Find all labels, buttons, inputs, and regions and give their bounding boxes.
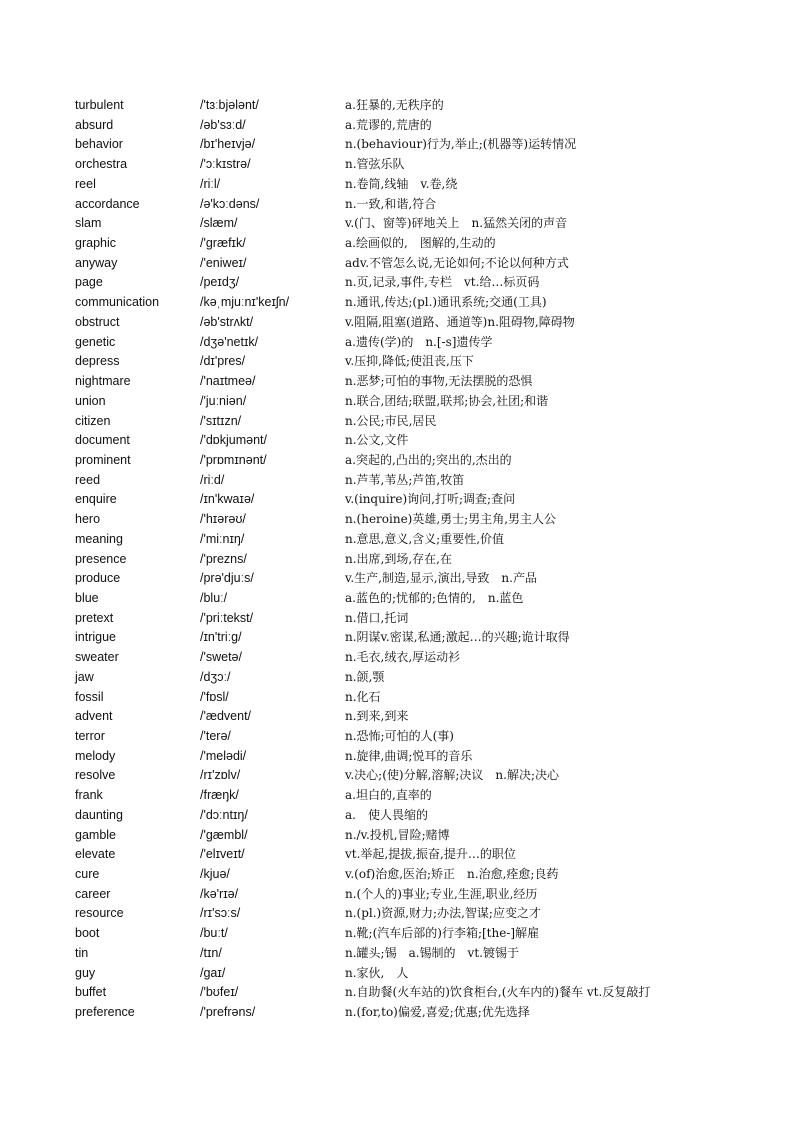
- vocab-phonetic: /bluː/: [200, 590, 228, 605]
- vocab-word: accordance: [75, 196, 140, 211]
- vocab-entry: [75, 116, 775, 136]
- vocab-entry: [75, 273, 775, 293]
- vocab-phonetic: /kə'rɪə/: [200, 886, 239, 901]
- vocab-entry: [75, 707, 775, 727]
- vocab-word: reel: [75, 176, 96, 191]
- vocab-word: boot: [75, 926, 100, 941]
- vocab-word: orchestra: [75, 157, 128, 172]
- vocab-definition: n.管弦乐队: [345, 157, 405, 172]
- vocab-phonetic: /peɪdʒ/: [200, 275, 240, 290]
- vocab-phonetic: /dʒɔː/: [200, 669, 231, 684]
- vocab-phonetic: /'priːtekst/: [200, 610, 254, 625]
- vocab-phonetic: /'terə/: [200, 729, 231, 743]
- vocab-definition: n.意思,意义,含义;重要性,价值: [345, 531, 505, 546]
- vocab-definition: v.(inquire)询问,打听;调查;查问: [345, 492, 516, 507]
- vocab-entry: [75, 727, 775, 747]
- vocab-phonetic: /dɪ'pres/: [200, 354, 246, 369]
- vocab-definition: n.恐怖;可怕的人(事): [345, 729, 454, 743]
- vocab-entry: [75, 333, 775, 353]
- vocab-word: depress: [75, 354, 120, 369]
- vocab-entry: [75, 96, 775, 116]
- vocab-entry: [75, 628, 775, 648]
- vocab-entry: [75, 747, 775, 767]
- vocab-word: buffet: [75, 985, 107, 1000]
- vocab-word: presence: [75, 551, 127, 566]
- vocab-definition: n.阴谋v.密谋,私通;激起…的兴趣;诡计取得: [345, 630, 570, 645]
- vocab-phonetic: /bɪ'heɪvjə/: [200, 137, 256, 152]
- vocab-phonetic: /'elɪveɪt/: [200, 847, 245, 862]
- vocab-word: graphic: [75, 236, 116, 251]
- vocab-phonetic: /'dɒkjumənt/: [200, 433, 268, 448]
- vocab-word: frank: [75, 788, 103, 803]
- vocab-entry: [75, 510, 775, 530]
- vocab-definition: n.化石: [345, 689, 381, 704]
- vocab-word: terror: [75, 729, 105, 743]
- vocab-definition: n.(behaviour)行为,举止;(机器等)运转情况: [345, 137, 577, 152]
- vocab-definition: a. 使人畏缩的: [345, 807, 428, 822]
- vocab-phonetic: /kəˌmjuːnɪ'keɪʃn/: [200, 295, 290, 310]
- vocab-entry: [75, 155, 775, 175]
- vocab-word: preference: [75, 1005, 135, 1020]
- vocab-phonetic: /gaɪ/: [200, 965, 226, 980]
- vocab-entry: [75, 431, 775, 451]
- vocab-definition: a.遗传(学)的 n.[-s]遗传学: [345, 334, 493, 349]
- vocab-definition: v.生产,制造,显示,演出,导致 n.产品: [345, 571, 537, 586]
- vocab-definition: n.芦苇,苇丛;芦笛,牧笛: [345, 472, 465, 487]
- vocab-definition: n.自助餐(火车站的)饮食柜台,(火车内的)餐车 vt.反复敲打: [345, 985, 651, 1000]
- vocab-definition: n./v.投机,冒险;赌博: [345, 827, 450, 842]
- vocab-entry: [75, 964, 775, 984]
- vocab-word: elevate: [75, 847, 116, 862]
- vocab-word: genetic: [75, 334, 116, 349]
- vocab-entry: [75, 668, 775, 688]
- vocab-word: page: [75, 275, 103, 290]
- vocabulary-list: [75, 96, 775, 1023]
- vocab-definition: n.公民;市民,居民: [345, 413, 437, 428]
- vocab-word: advent: [75, 709, 113, 724]
- vocab-entry: [75, 648, 775, 668]
- vocab-entry: [75, 826, 775, 846]
- vocab-phonetic: /tɪn/: [200, 945, 222, 960]
- vocab-entry: [75, 135, 775, 155]
- vocab-entry: [75, 293, 775, 313]
- vocab-entry: [75, 451, 775, 471]
- vocab-definition: a.突起的,凸出的;突出的,杰出的: [345, 452, 512, 467]
- vocab-definition: n.卷筒,线轴 v.卷,绕: [345, 176, 458, 191]
- vocab-word: gamble: [75, 827, 116, 842]
- vocab-entry: [75, 885, 775, 905]
- vocab-entry: [75, 490, 775, 510]
- vocab-phonetic: /'prɒmɪnənt/: [200, 452, 267, 467]
- vocab-word: citizen: [75, 413, 111, 428]
- vocab-phonetic: /'tɜːbjələnt/: [200, 98, 259, 112]
- vocab-word: nightmare: [75, 374, 131, 389]
- vocab-entry: [75, 412, 775, 432]
- vocab-definition: n.公文,文件: [345, 433, 409, 448]
- vocab-phonetic: /kjuə/: [200, 867, 230, 882]
- vocab-entry: [75, 688, 775, 708]
- vocab-phonetic: /'naɪtmeə/: [200, 374, 256, 389]
- vocab-phonetic: /əb'strʌkt/: [200, 314, 254, 329]
- vocab-definition: n.页,记录,事件,专栏 vt.给…标页码: [345, 275, 540, 290]
- vocab-word: resolve: [75, 768, 116, 783]
- vocab-entry: [75, 471, 775, 491]
- vocab-entry: [75, 214, 775, 234]
- vocab-word: behavior: [75, 137, 123, 152]
- vocab-definition: a.蓝色的;忧郁的;色情的, n.蓝色: [345, 590, 524, 605]
- vocab-definition: a.绘画似的, 图解的,生动的: [345, 236, 496, 251]
- vocab-entry: [75, 786, 775, 806]
- vocab-word: pretext: [75, 610, 114, 625]
- vocab-word: communication: [75, 295, 160, 310]
- vocab-word: intrigue: [75, 630, 116, 645]
- vocab-phonetic: /'gæmbl/: [200, 827, 248, 842]
- vocab-definition: n.罐头;锡 a.锡制的 vt.镀锡于: [345, 945, 519, 960]
- vocab-definition: n.(heroine)英雄,勇士;男主角,男主人公: [345, 512, 557, 527]
- vocab-phonetic: /'græfɪk/: [200, 236, 246, 251]
- vocab-word: union: [75, 393, 106, 408]
- vocab-definition: v.(of)治愈,医治;矫正 n.治愈,痊愈;良药: [345, 867, 559, 882]
- vocab-phonetic: /'juːniən/: [200, 393, 247, 408]
- vocab-word: jaw: [75, 669, 94, 684]
- vocab-entry: [75, 352, 775, 372]
- vocab-phonetic: /buːt/: [200, 926, 228, 941]
- vocab-phonetic: /slæm/: [200, 216, 238, 231]
- vocab-word: guy: [75, 965, 96, 980]
- vocab-entry: [75, 609, 775, 629]
- vocab-phonetic: /'hɪərəʊ/: [200, 512, 246, 527]
- vocab-phonetic: /'prezns/: [200, 551, 247, 566]
- vocab-definition: n.恶梦;可怕的事物,无法摆脱的恐惧: [345, 374, 533, 389]
- vocab-word: fossil: [75, 689, 104, 704]
- vocab-definition: v.压抑,降低;使沮丧,压下: [345, 354, 474, 369]
- vocab-definition: n.通讯,传达;(pl.)通讯系统;交通(工具): [345, 295, 547, 310]
- vocab-word: hero: [75, 512, 101, 527]
- vocab-entry: [75, 392, 775, 412]
- vocab-entry: [75, 1003, 775, 1023]
- vocab-phonetic: /riːd/: [200, 472, 225, 487]
- vocab-definition: a.狂暴的,无秩序的: [345, 98, 444, 112]
- vocab-word: tin: [75, 945, 89, 960]
- vocab-phonetic: /riːl/: [200, 176, 221, 191]
- vocab-entry: [75, 845, 775, 865]
- vocab-definition: vt.举起,提拔,振奋,提升…的职位: [345, 847, 516, 862]
- vocab-phonetic: /'miːnɪŋ/: [200, 531, 245, 546]
- vocab-word: career: [75, 886, 111, 901]
- vocab-definition: n.联合,团结;联盟,联邦;协会,社团;和谐: [345, 393, 549, 408]
- vocab-phonetic: /'melədi/: [200, 748, 247, 763]
- vocab-entry: [75, 550, 775, 570]
- vocab-phonetic: /'fɒsl/: [200, 689, 229, 704]
- vocab-phonetic: /prə'djuːs/: [200, 571, 254, 586]
- vocab-phonetic: /'prefrəns/: [200, 1005, 256, 1020]
- vocab-phonetic: /'eniweɪ/: [200, 255, 247, 270]
- vocab-definition: v.(门、窗等)砰地关上 n.猛然关闭的声音: [345, 216, 568, 231]
- vocab-definition: v.阻隔,阻塞(道路、通道等)n.阻碍物,障碍物: [345, 314, 575, 329]
- vocab-entry: [75, 372, 775, 392]
- vocab-entry: [75, 865, 775, 885]
- vocab-definition: n.(for,to)偏爱,喜爱;优惠;优先选择: [345, 1005, 530, 1020]
- vocab-entry: [75, 313, 775, 333]
- vocab-entry: [75, 195, 775, 215]
- vocab-definition: a.荒谬的,荒唐的: [345, 117, 432, 132]
- vocab-definition: n.借口,托词: [345, 610, 409, 625]
- vocab-phonetic: /'swetə/: [200, 650, 242, 665]
- vocab-definition: n.靴;(汽车后部的)行李箱;[the-]解雇: [345, 926, 540, 941]
- vocab-phonetic: /ə'kɔːdəns/: [200, 196, 260, 211]
- vocab-word: melody: [75, 748, 116, 763]
- vocab-phonetic: /dʒə'netɪk/: [200, 334, 259, 349]
- vocab-word: slam: [75, 216, 102, 231]
- vocab-phonetic: /'sɪtɪzn/: [200, 413, 242, 428]
- vocab-phonetic: /'dɔːntɪŋ/: [200, 807, 248, 822]
- vocab-word: meaning: [75, 531, 123, 546]
- vocab-definition: v.决心;(使)分解,溶解;决议 n.解决;决心: [345, 768, 560, 783]
- vocab-definition: n.到来,到来: [345, 709, 409, 724]
- vocab-phonetic: /əb'sɜːd/: [200, 117, 246, 132]
- vocab-phonetic: /ɪn'kwaɪə/: [200, 492, 255, 507]
- vocab-entry: [75, 530, 775, 550]
- vocab-definition: n.颌,颚: [345, 669, 385, 684]
- vocab-definition: a.坦白的,直率的: [345, 788, 432, 803]
- vocab-entry: [75, 924, 775, 944]
- vocab-entry: [75, 983, 775, 1003]
- vocab-definition: n.毛衣,绒衣,厚运动衫: [345, 650, 461, 665]
- vocab-word: prominent: [75, 452, 131, 467]
- vocab-definition: n.一致,和谐,符合: [345, 196, 437, 211]
- vocab-phonetic: /'ɔːkɪstrə/: [200, 157, 251, 172]
- vocab-definition: n.家伙, 人: [345, 965, 409, 980]
- vocab-word: blue: [75, 590, 99, 605]
- vocab-phonetic: /ɪn'triːg/: [200, 630, 242, 645]
- vocab-entry: [75, 766, 775, 786]
- vocab-entry: [75, 944, 775, 964]
- vocab-entry: [75, 806, 775, 826]
- vocab-entry: [75, 904, 775, 924]
- vocab-phonetic: /rɪ'sɔːs/: [200, 906, 241, 921]
- vocab-word: document: [75, 433, 130, 448]
- vocab-word: anyway: [75, 255, 118, 270]
- vocab-definition: adv.不管怎么说,无论如何;不论以何种方式: [345, 255, 569, 270]
- vocab-definition: n.出席,到场,存在,在: [345, 551, 452, 566]
- vocab-phonetic: /'ædvent/: [200, 709, 252, 724]
- vocab-definition: n.(pl.)资源,财力;办法,智谋;应变之才: [345, 906, 541, 921]
- vocab-word: produce: [75, 571, 121, 586]
- vocab-word: obstruct: [75, 314, 120, 329]
- vocab-word: cure: [75, 867, 100, 882]
- vocab-phonetic: /fræŋk/: [200, 788, 239, 803]
- vocab-entry: [75, 589, 775, 609]
- vocab-definition: n.(个人的)事业;专业,生涯,职业,经历: [345, 886, 538, 901]
- vocab-word: enquire: [75, 492, 117, 507]
- vocab-entry: [75, 234, 775, 254]
- vocab-definition: n.旋律,曲调;悦耳的音乐: [345, 748, 473, 763]
- vocab-word: reed: [75, 472, 101, 487]
- vocab-entry: [75, 254, 775, 274]
- vocab-word: resource: [75, 906, 124, 921]
- vocab-word: daunting: [75, 807, 123, 822]
- vocab-entry: [75, 175, 775, 195]
- vocab-word: turbulent: [75, 98, 124, 112]
- vocab-phonetic: /rɪ'zɒlv/: [200, 768, 241, 783]
- vocab-word: sweater: [75, 650, 119, 665]
- vocab-entry: [75, 569, 775, 589]
- vocab-word: absurd: [75, 117, 114, 132]
- vocab-phonetic: /'bʊfeɪ/: [200, 985, 239, 1000]
